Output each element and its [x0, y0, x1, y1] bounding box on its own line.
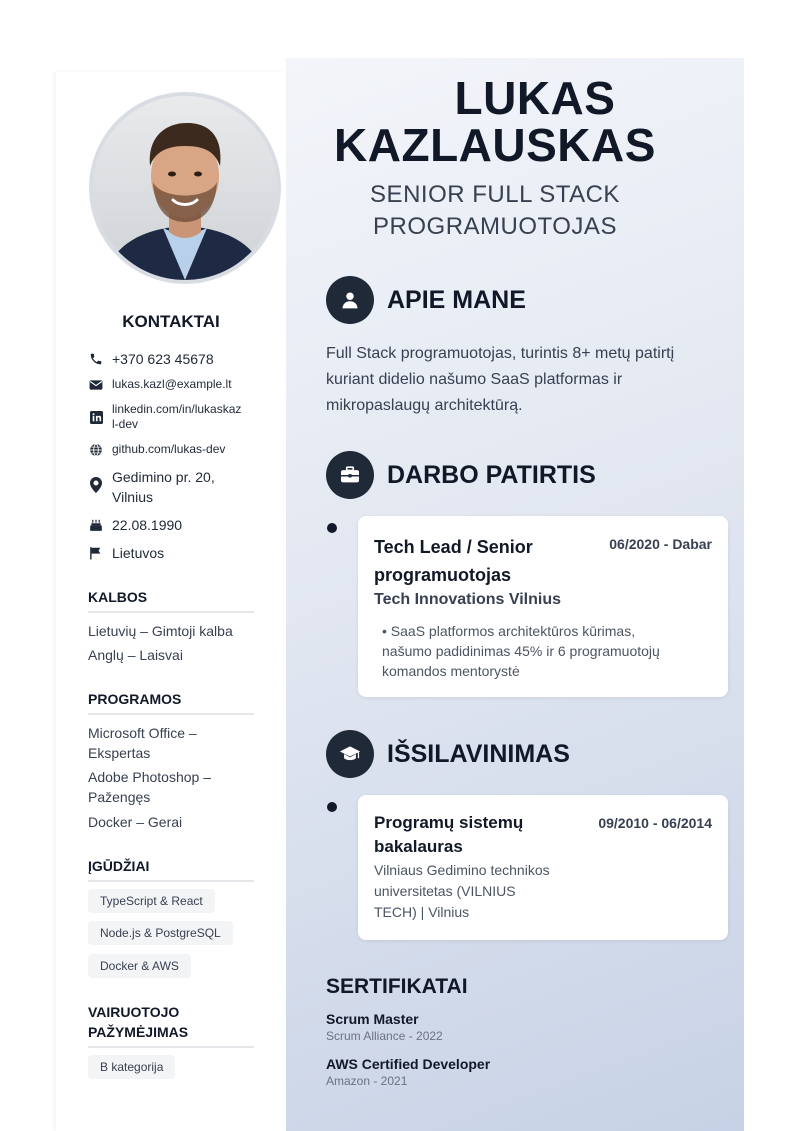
timeline-dot [327, 523, 337, 533]
software-heading: PROGRAMOS [88, 689, 254, 715]
software-item: Microsoft Office – Ekspertas [88, 725, 197, 761]
timeline-dot [327, 802, 337, 812]
contact-phone-text[interactable]: +370 623 45678 [112, 351, 214, 367]
education-degree: Programų sistemų bakalauras [374, 813, 524, 856]
software-item: Adobe Photoshop – Pažengęs [88, 769, 211, 805]
license-tag: B kategorija [88, 1055, 175, 1079]
job-title-line1: SENIOR FULL STACK [370, 181, 620, 208]
birthday-cake-icon [88, 517, 104, 533]
certificates-heading: SERTIFIKATAI [326, 975, 468, 998]
skill-tag: Docker & AWS [88, 954, 191, 978]
education-school: Vilniaus Gedimino technikos universitetas (VILNIUS TECH) | Vilnius [374, 862, 550, 920]
graduation-cap-icon [326, 730, 374, 778]
map-pin-icon [88, 477, 104, 493]
contact-address [88, 467, 258, 507]
language-item: Lietuvių – Gimtoji kalba [88, 623, 233, 639]
skills-heading: ĮGŪDŽIAI [88, 856, 254, 882]
briefcase-icon [326, 451, 374, 499]
software-item: Docker – Gerai [88, 814, 183, 830]
education-date: 09/2010 - 06/2014 [598, 815, 712, 831]
languages-heading: KALBOS [88, 587, 254, 613]
flag-icon [88, 545, 104, 561]
contact-nationality-text: Lietuvos [112, 545, 165, 561]
user-icon [326, 276, 374, 324]
first-name: LUKAS [454, 72, 616, 124]
contact-github [88, 442, 258, 458]
skill-tag: Node.js & PostgreSQL [88, 921, 233, 945]
certificate-issuer: Amazon - 2021 [326, 1074, 408, 1088]
education-card [358, 795, 728, 940]
license-heading: VAIRUOTOJO PAŽYMĖJIMAS [88, 1002, 254, 1048]
contact-github-text[interactable]: github.com/lukas-dev [112, 442, 226, 456]
last-name: KAZLAUSKAS [334, 119, 656, 171]
skill-tag: TypeScript & React [88, 889, 215, 913]
certificate-issuer: Scrum Alliance - 2022 [326, 1029, 443, 1043]
experience-heading: DARBO PATIRTIS [387, 461, 596, 489]
education-heading: IŠSILAVINIMAS [387, 740, 570, 768]
contact-birthdate-text: 22.08.1990 [112, 517, 183, 533]
main-content [286, 58, 744, 1131]
contact-birthdate [88, 515, 258, 535]
contact-email-text[interactable]: lukas.kazl@example.lt [112, 377, 232, 391]
contact-email [88, 377, 258, 393]
experience-card [358, 516, 728, 697]
language-item: Anglų – Laisvai [88, 647, 183, 663]
linkedin-icon [88, 409, 104, 425]
certificate-name: Scrum Master [326, 1011, 419, 1027]
phone-icon [88, 351, 104, 367]
experience-bullet: • SaaS platformos architektūros kūrimas, našumo padidinimas 45% ir 6 programuotojų komandos mentorystė [382, 623, 660, 679]
envelope-icon [88, 377, 104, 393]
experience-company: Tech Innovations Vilnius [374, 591, 561, 608]
experience-date: 06/2020 - Dabar [609, 536, 712, 552]
about-text: Full Stack programuotojas, turintis 8+ metų patirtį kuriant didelio našumo SaaS platformas ir mikropaslaugų architektūrą. [326, 345, 675, 414]
contact-nationality [88, 543, 258, 563]
globe-icon [88, 442, 104, 458]
contact-phone [88, 349, 258, 369]
job-title-line2: PROGRAMUOTOJAS [373, 213, 617, 240]
contact-linkedin [88, 402, 258, 432]
contacts-heading: KONTAKTAI [122, 312, 220, 331]
about-heading: APIE MANE [387, 286, 526, 314]
contact-address-text: Gedimino pr. 20, Vilnius [112, 469, 215, 505]
experience-title: Tech Lead / Senior programuotojas [374, 537, 533, 585]
certificate-name: AWS Certified Developer [326, 1056, 491, 1072]
contact-linkedin-text[interactable]: linkedin.com/in/lukaskaz l-dev [112, 402, 242, 431]
